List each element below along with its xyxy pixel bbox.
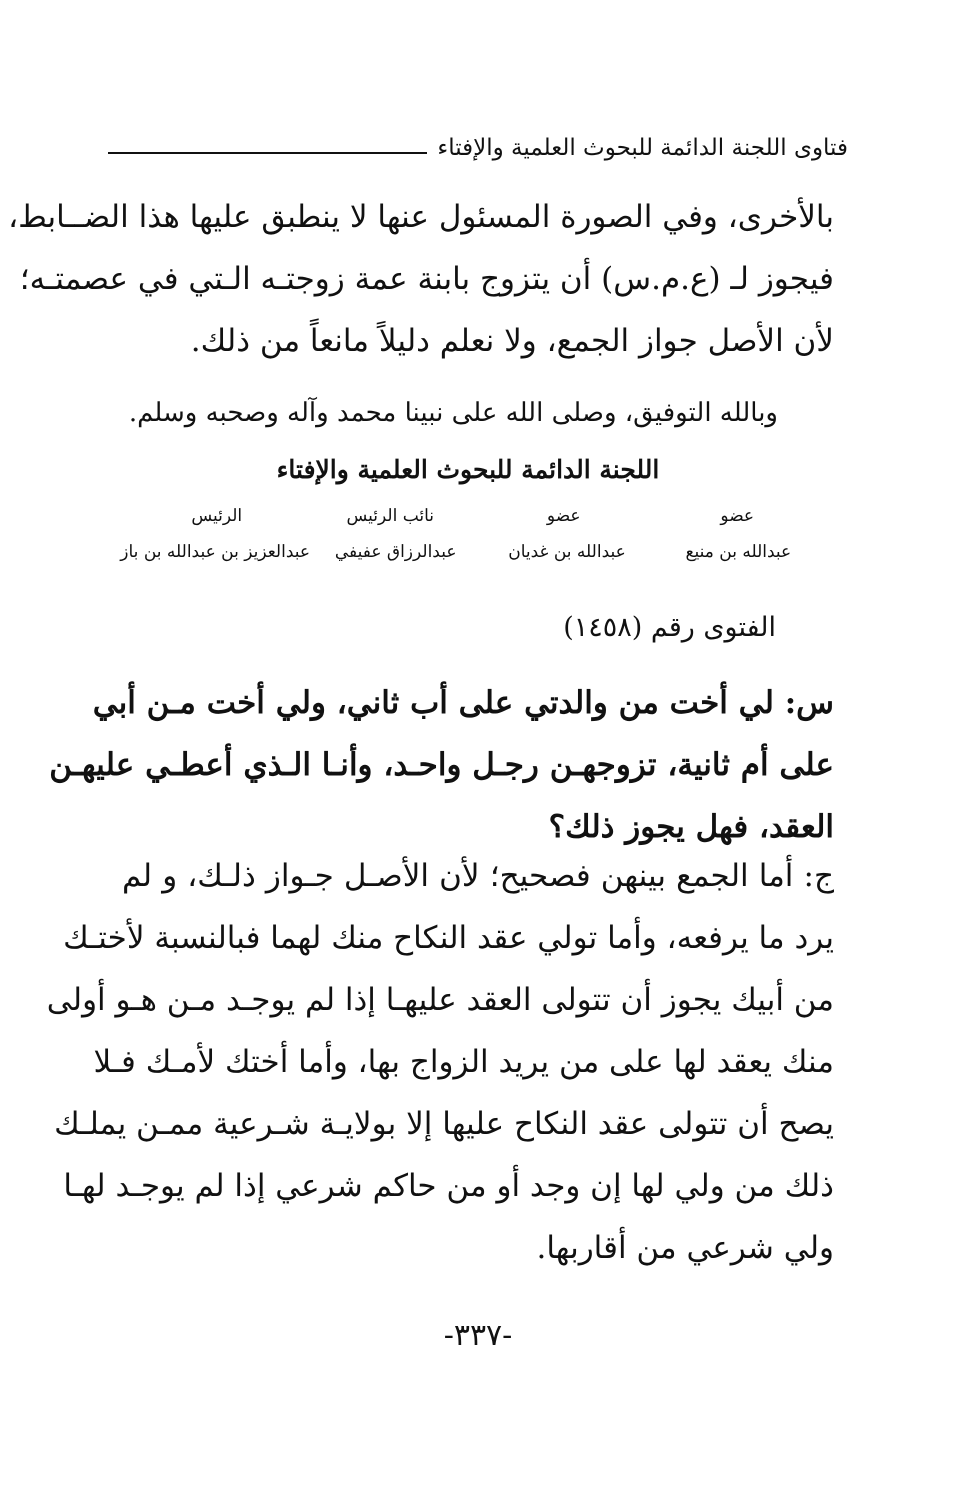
question-line: على أم ثانية، تزوجهـن رجـل واحـد، وأنـا الـذي أعطـي عليهـن <box>49 747 834 783</box>
signatory-name: عبدالرزاق عفيفي <box>334 542 457 562</box>
running-header <box>108 128 848 168</box>
paragraph-line: لأن الأصل جواز الجمع، ولا نعلم دليلاً مانعاً من ذلك. <box>190 323 834 359</box>
answer-line: منك يعقد لها على من يريد الزواج بها، وأما أختك لأمـك فـلا <box>93 1044 834 1080</box>
signatory-role: الرئيس <box>191 506 243 526</box>
signatory-role: نائب الرئيس <box>346 506 435 526</box>
signatory-name: عبدالله بن غديان <box>508 542 626 562</box>
signatory-role: عضو <box>720 506 755 526</box>
question-paragraph <box>49 672 834 858</box>
previous-answer-continuation <box>8 186 834 372</box>
header-rule <box>108 152 427 154</box>
answer-line: يصح أن تتولى عقد النكاح عليها إلا بولايـة شـرعية ممـن يملـك <box>54 1106 834 1142</box>
paragraph-line: فيجوز لـ (ع.م.س) أن يتزوج بابنة عمة زوجتـه الـتي في عصمتـه؛ <box>19 261 834 297</box>
answer-line: يرد ما يرفعه، وأما تولي عقد النكاح منك لهما فبالنسبة لأختـك <box>63 920 834 956</box>
committee-title: اللجنة الدائمة للبحوث العلمية والإفتاء <box>276 455 660 484</box>
signatory-name: عبدالله بن منيع <box>685 542 792 562</box>
answer-line: ولي شرعي من أقاربها. <box>536 1230 834 1266</box>
answer-line: ذلك من ولي لها إن وجد أو من حاكم شرعي إذا لم يوجـد لهـا <box>63 1168 834 1204</box>
page-number: -٣٣٧- <box>443 1318 513 1353</box>
signatory-role: عضو <box>546 506 581 526</box>
running-header-title: فتاوى اللجنة الدائمة للبحوث العلمية والإفتاء <box>437 135 848 161</box>
signatory-name: عبدالعزيز بن عبدالله بن باز <box>120 542 311 562</box>
question-line: العقد، فهل يجوز ذلك؟ <box>548 809 834 845</box>
answer-line: ج: أما الجمع بينهن فصحيح؛ لأن الأصـل جـواز ذلـك، و لم <box>122 858 834 894</box>
paragraph-line: بالأخرى، وفي الصورة المسئول عنها لا ينطبق عليها هذا الضــابط، <box>8 199 834 235</box>
question-line: س: لي أخت من والدتي على أب ثاني، ولي أخت مـن أبي <box>92 685 834 721</box>
answer-paragraph <box>46 845 834 1279</box>
signatory-names <box>120 542 824 562</box>
signatory-roles <box>130 506 824 526</box>
fatwa-number: الفتوى رقم (١٤٥٨) <box>563 612 776 643</box>
answer-line: من أبيك يجوز أن تتولى العقد عليهـا إذا لم يوجـد مـن هـو أولى <box>46 982 834 1018</box>
closing-formula: وبالله التوفيق، وصلى الله على نبينا محمد وآله وصحبه وسلم. <box>128 398 778 428</box>
